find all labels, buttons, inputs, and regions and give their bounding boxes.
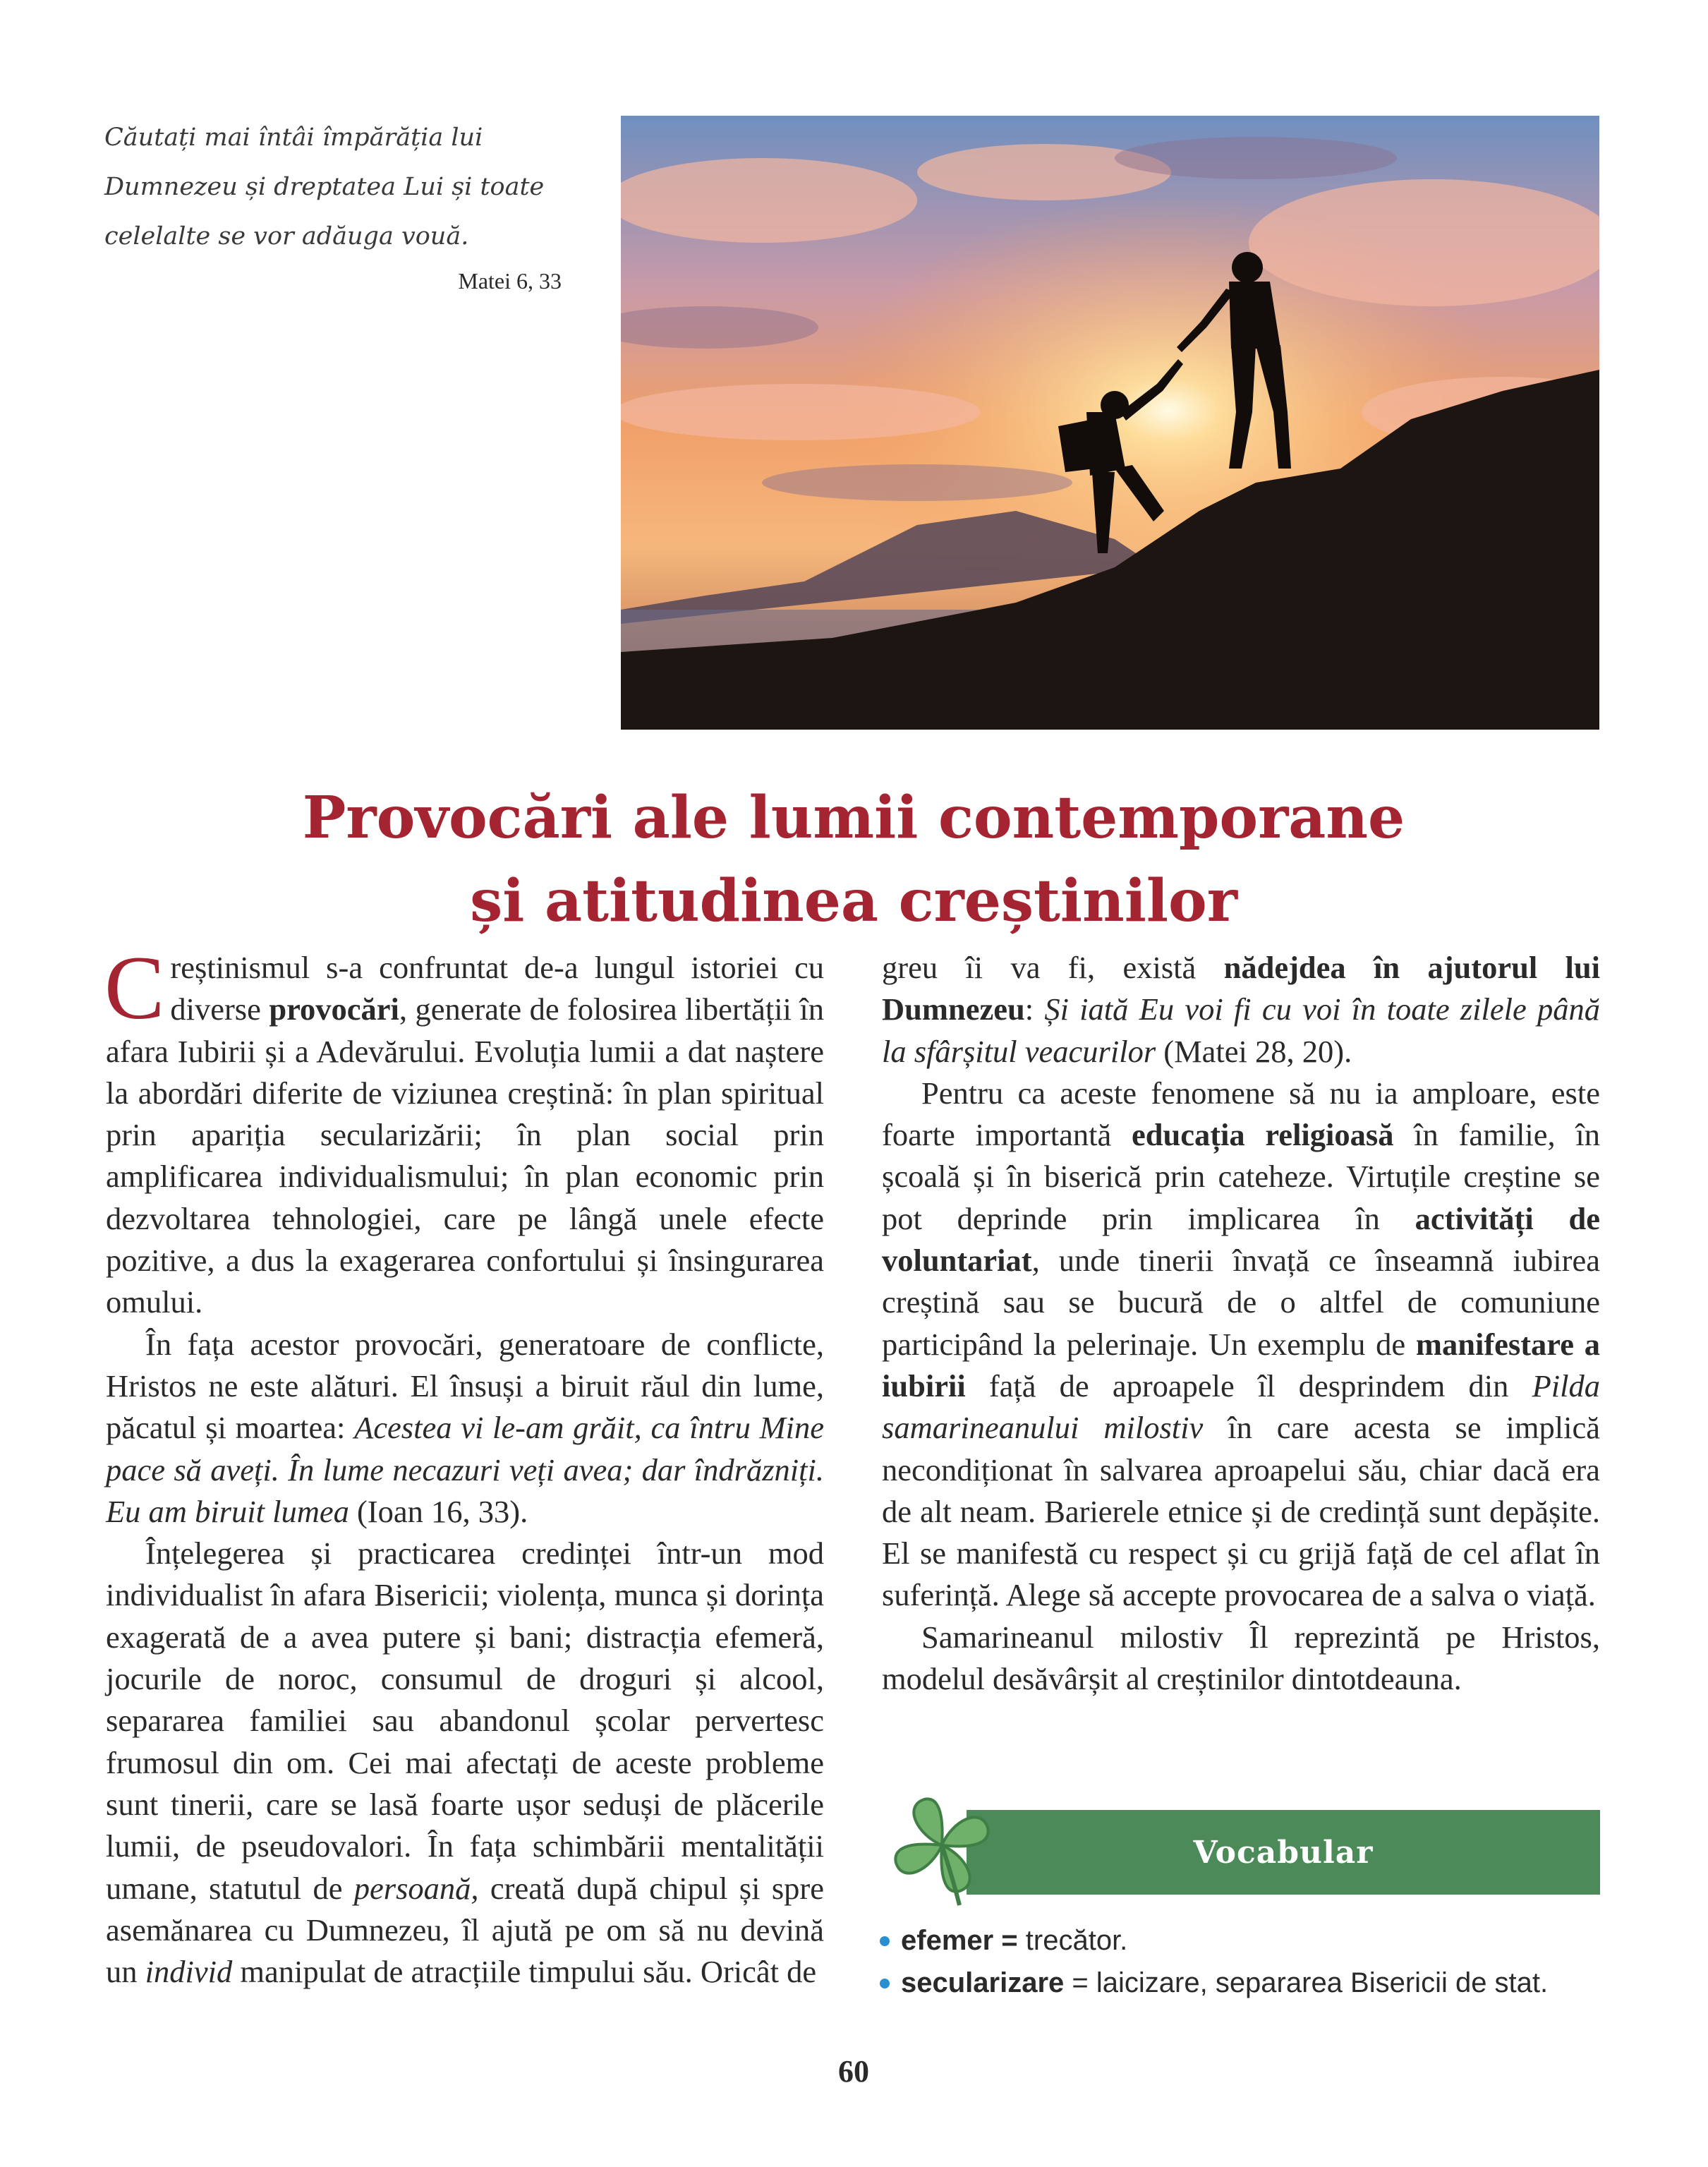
bold-term: manifestare a iubirii: [882, 1326, 1601, 1404]
text-span: , unde tinerii învață ce înseamnă iubirea creștină sau se bucură de o altfel de comuniune participând la pelerinaje. Un exemplu de: [882, 1243, 1600, 1362]
vocabulary-item: [878, 1919, 1598, 1962]
italic-term: Pilda samarineanului milostiv: [882, 1368, 1600, 1446]
bold-term: activități de voluntariat: [882, 1200, 1600, 1279]
vocabulary-term: efemer =: [901, 1925, 1018, 1956]
bold-term: educația religioasă: [1131, 1117, 1394, 1153]
text-span: (Matei 28, 20).: [1156, 1033, 1352, 1069]
text-span: Pentru ca aceste fenomene să nu ia amploare, este foarte importantă: [882, 1075, 1600, 1153]
paragraph-3: [106, 1533, 824, 1993]
epigraph-reference: Matei 6, 33: [458, 268, 562, 294]
hikers-sunset-photo: [621, 116, 1599, 730]
text-span: Înțelegerea și practicarea credinței într-un mod individualist în afara Bisericii; violența, munca și dorința exagerată de a avea putere și bani; distracția efemeră, jocurile de noroc, consumul de droguri și alcool, separarea familiei sau abandonul școlar pervertesc frumosul din om. Cei mai afectați de aceste probleme sunt tinerii, care se lasă foarte ușor seduși de plăcerile lumii, de pseudovalori. În fața schimbării mentalității umane, statutul de: [106, 1535, 824, 1906]
article-column-right: [882, 947, 1600, 1700]
bold-term: provocări: [269, 991, 399, 1027]
epigraph-quote: Căutați mai întâi împărăția lui Dumnezeu și dreptatea Lui și toate celelalte se vor adăuga vouă.: [104, 123, 545, 250]
text-span: creată după chipul și spre asemănarea cu Dumnezeu, îl ajută pe om să nu devină un: [106, 1870, 824, 1990]
text-span: față de aproapele îl desprindem din: [965, 1368, 1532, 1404]
page-number: 60: [838, 2054, 869, 2089]
article-column-left: [104, 938, 825, 1993]
paragraph-4: [882, 1073, 1600, 1617]
italic-term: persoană,: [353, 1870, 479, 1906]
italic-term: individ: [145, 1954, 233, 1990]
text-span: manipulat de atracțiile timpului său. Oricât de: [232, 1954, 817, 1990]
vocabulary-item: [878, 1962, 1598, 2004]
bold-term: nădejdea în ajutorul lui Dumnezeu: [882, 950, 1601, 1027]
drop-cap: C: [104, 938, 165, 1038]
text-span: în familie, în școală și în biserică prin cateheze. Virtuțile creștine se pot deprinde prin implicarea în: [882, 1117, 1601, 1236]
vocabulary-term: secularizare: [901, 1967, 1065, 1998]
text-span: în care acesta se implică necondiționat în salvarea aproapelui său, chiar dacă era de alt neam. Barierele etnice și de credință sunt depășite. El se manifestă cu respect și cu grijă față de cel aflat în suferință. Alege să accepte provocarea de a salva o viață.: [882, 1410, 1600, 1613]
text-span: În fața acestor provocări, generatoare de conflicte, Hristos ne este alături. El însuși a biruit răul din lume, păcatul și moartea:: [106, 1326, 824, 1446]
vocabulary-heading: Vocabular: [1193, 1834, 1374, 1871]
vocabulary-list: [878, 1919, 1598, 2004]
scripture-quote: Acestea vi le-am grăit, ca întru Mine pace să aveți. În lume necazuri veți avea; dar îndrăzniți. Eu am biruit lumea: [106, 1410, 825, 1529]
paragraph-5: Samarineanul milostiv Îl reprezintă pe Hristos, modelul desăvârșit al creștinilor dintotdeauna.: [882, 1619, 1600, 1697]
photo-illustration: [621, 116, 1599, 730]
text-span: (Ioan 16, 33).: [349, 1493, 528, 1529]
text-span: :: [1024, 991, 1045, 1027]
paragraph-3-continued: [882, 947, 1600, 1073]
text-span: , generate de folosirea libertății în afara Iubirii și a Adevărului. Evoluția lumii a dat naștere la abordări diferite de viziunea creștină: în plan spiritual prin apariția secularizării; în plan social prin amplificarea individualismului; în plan economic prin dezvoltarea tehnologiei, care pe lângă unele efecte pozitive, a dus la exagerarea confortului și însingurarea omului.: [106, 991, 824, 1320]
scripture-quote: Și iată Eu voi fi cu voi în toate zilele până la sfârșitul veacurilor: [882, 991, 1600, 1069]
text-span: greu îi va fi, există: [882, 950, 1224, 985]
text-span: reștinismul s-a confruntat de-a lungul istoriei cu diverse: [170, 950, 824, 1027]
paragraph-2: [106, 1324, 824, 1533]
page-title: [183, 776, 1524, 943]
title-line-1: Provocări ale lumii contemporane: [302, 784, 1405, 852]
title-line-2: și atitudinea creștinilor: [470, 867, 1237, 935]
clover-icon: [875, 1778, 1009, 1912]
paragraph-1: [104, 938, 824, 1324]
vocabulary-definition: trecător.: [1017, 1925, 1128, 1956]
vocabulary-definition: = laicizare, separarea Bisericii de stat.: [1064, 1967, 1549, 1998]
